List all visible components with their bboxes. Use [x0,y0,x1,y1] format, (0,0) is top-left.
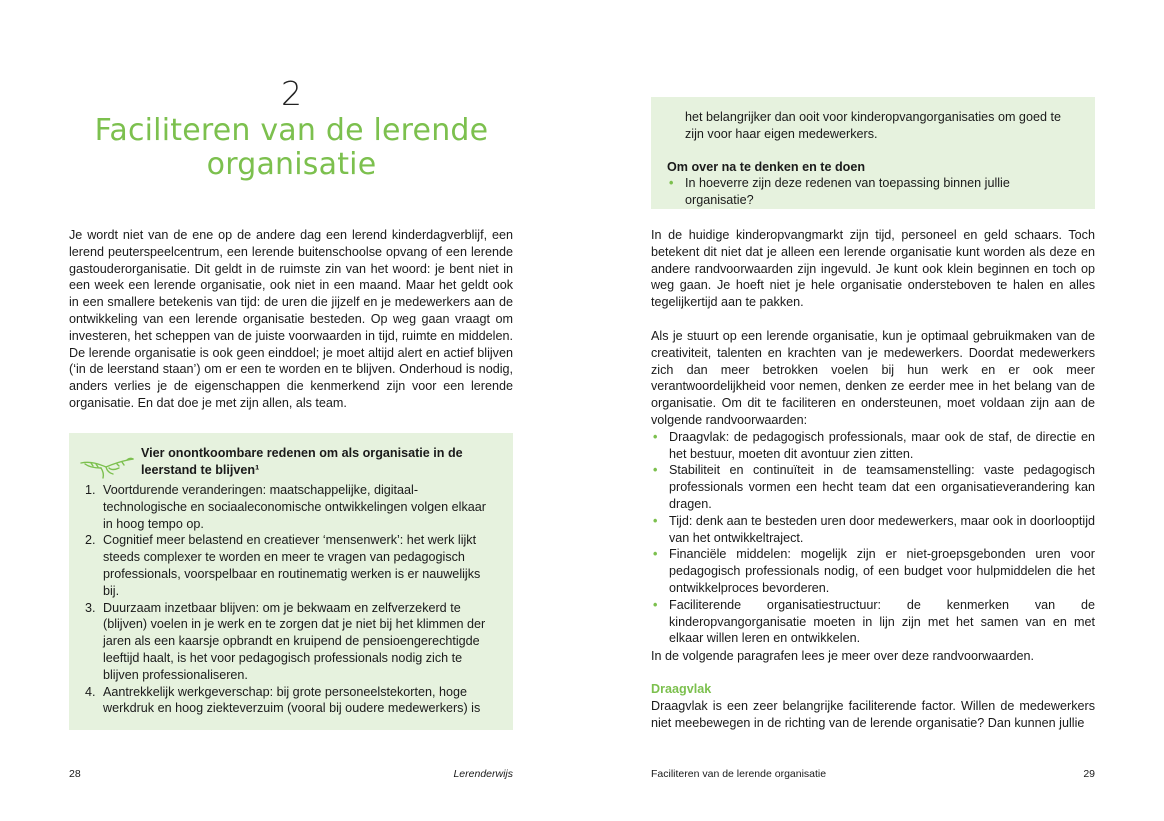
chapter-number: 2 [281,74,302,113]
bullet-icon: • [653,597,658,612]
running-title-right: Faciliteren van de lerende organisatie [651,768,827,780]
paragraph-1: In de huidige kinderopvangmarkt zijn tijd, personeel en geld schaars. Toch betekent dit niet dat je alleen een lerende organisatie kunt worden als deze en andere randvoorwaarden zijn ingevuld. Je kunt ook klein beginnen en toch op weg gaan. Je hoeft niet je hele organisatie ondersteboven te halen en alles tegelijkertijd aan te pakken. [651,228,1095,310]
list-item [85,482,497,532]
bullet-icon: • [653,429,658,444]
list-item-number: 3. [85,600,96,615]
reasons-box-header [85,445,497,481]
intro-paragraph: Je wordt niet van de ene op de andere dag een lerend kinderdagverblijf, een lerend peuterspeelcentrum, een lerende buitenschoolse opvang of een lerende gastouderorganisatie. Dit geldt in de ruimste zin van het woord: je bent niet in een week een lerende organisatie, ook niet in een maand. Maar het geldt ook in een smallere betekenis van tijd: de uren die jijzelf en je medewerkers aan de ontwikkeling van een lerende organisatie besteden. Op weg gaan vraagt om investeren, het scheppen van de juiste voorwaarden in tijd, ruimte en middelen. De lerende organisatie is ook geen einddoel; je moet altijd alert en actief blijven (‘in de leerstand staan’) om er een te worden en te blijven. Onderhoud is nodig, anders verlies je de eigenschappen die kenmerkend zijn voor een lerende organisatie. En dat doe je met zijn allen, als team. [69,228,513,410]
page-number-right: 29 [1083,768,1095,780]
section-heading: Draagvlak [651,682,712,696]
paragraph-2-block [651,328,1095,647]
list-item-text: In hoeverre zijn deze redenen van toepassing binnen jullie organisatie? [685,176,1010,208]
list-item [651,597,1095,647]
list-item-text: Stabiliteit en continuïteit in de teamsamenstelling: vaste pedagogisch professionals vormen een hecht team dat een organisatieverandering kan dragen. [669,463,1095,511]
paragraph-3: In de volgende paragrafen lees je meer over deze randvoorwaarden. [651,649,1034,663]
conditions-list [651,429,1095,647]
list-item-text: Voortdurende veranderingen: maatschappelijke, digitaal-technologische en sociaaleconomische ontwikkelingen volgen elkaar in hoog tempo op. [103,483,486,531]
bullet-icon: • [669,176,674,191]
box-continuation-text: het belangrijker dan ooit voor kinderopvangorganisaties om goed te zijn voor haar eigen medewerkers. [685,110,1061,141]
bullet-icon: • [653,463,658,478]
list-item [85,600,497,684]
list-item [651,546,1095,596]
reasons-box-title: Vier onontkoombare redenen om als organisatie in de leerstand te blijven¹ [141,446,463,477]
list-item [85,684,497,718]
list-item [651,429,1095,463]
reflection-list [667,175,1079,209]
list-item-text: Cognitief meer belastend en creatiever ‘mensenwerk’: het werk lijkt steeds complexer te worden en meer te vragen van pedagogisch professionals, voorspelbaar en routinematig werken is er nauwelijks bij. [103,533,481,598]
reasons-list [85,482,497,717]
bullet-icon: • [653,547,658,562]
list-item-text: Financiële middelen: mogelijk zijn er niet-groepsgebonden uren voor pedagogisch professionals nodig, of een budget voor hulpmiddelen die het ontwikkelproces bevorderen. [669,547,1095,595]
page-number-left: 28 [69,768,81,780]
bird-icon [77,453,135,481]
reflection-box [651,97,1095,209]
paragraph-4: Draagvlak is een zeer belangrijke faciliterende factor. Willen de medewerkers niet meebewegen in de richting van de lerende organisatie? Dan kunnen jullie [651,699,1095,730]
reflection-subheading: Om over na te denken en te doen [667,159,866,174]
bullet-icon: • [653,513,658,528]
reasons-box [69,433,513,730]
running-title-left: Lerenderwijs [453,768,513,780]
list-item [85,532,497,599]
list-item-text: Tijd: denk aan te besteden uren door medewerkers, maar ook in doorlooptijd van het ontwikkeltraject. [669,513,1095,545]
list-item [667,175,1079,209]
list-item [651,513,1095,547]
list-item-text: Duurzaam inzetbaar blijven: om je bekwaam en zelfverzekerd te (blijven) voelen in je werk en te zorgen dat je niet bij het klimmen der jaren als een kaarsje opbrandt en kruipend de pensioengerechtigde leeftijd haalt, is het voor pedagogisch professionals nodig zich te blijven professionaliseren. [103,600,486,682]
list-item-number: 2. [85,533,96,548]
chapter-title: Faciliteren van de lerende organisatie [94,113,489,182]
list-item-text: Aantrekkelijk werkgeverschap: bij grote personeelstekorten, hoge werkdruk en hoog ziekteverzuim (vooral bij oudere medewerkers) is [103,684,481,716]
list-item-text: Draagvlak: de pedagogisch professionals, maar ook de staf, de directie en het bestuur, moeten dit avontuur zien zitten. [669,429,1095,461]
list-item-number: 1. [85,483,96,497]
list-item-text: Faciliterende organisatiestructuur: de kenmerken van de kinderopvangorganisatie moeten in lijn zijn met het samen van en met elkaar willen leren en ontwikkelen. [669,597,1095,646]
list-item [651,462,1095,512]
paragraph-2: Als je stuurt op een lerende organisatie, kun je optimaal gebruikmaken van de creativiteit, talenten en krachten van je medewerkers. Doordat medewerkers zich dan meer betrokken voelen bij hun werk en er ook meer verantwoordelijkheid voor nemen, denken ze eerder mee in het belang van de organisatie. Om dit te faciliteren en ondersteunen, moet voldaan zijn aan de volgende randvoorwaarden: [651,329,1095,427]
list-item-number: 4. [85,684,96,699]
